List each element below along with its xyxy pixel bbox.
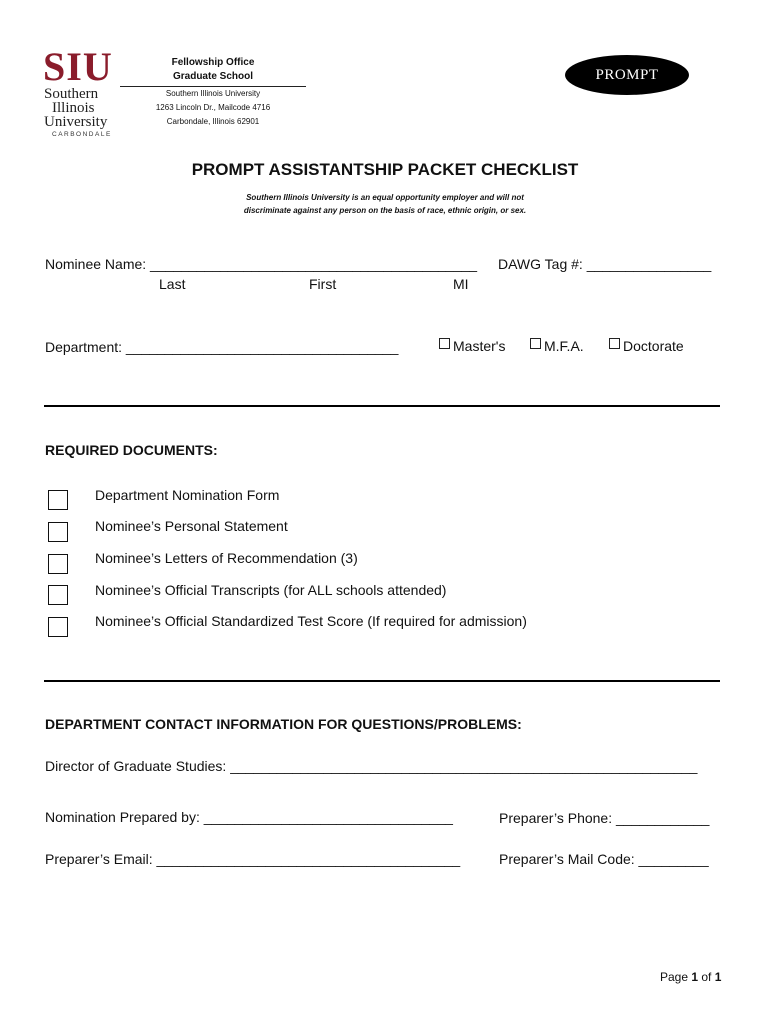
disclaimer-line-1: Southern Illinois University is an equal opportunity employer and will not (246, 193, 524, 202)
masters-checkbox[interactable] (439, 338, 450, 349)
mfa-label: M.F.A. (544, 338, 584, 354)
doc-checkbox-recommendations[interactable] (48, 554, 68, 574)
doc-checkbox-transcripts[interactable] (48, 585, 68, 605)
page-current: 1 (691, 970, 699, 984)
disclaimer-line-2: discriminate against any person on the basis of race, ethnic origin, or sex. (243, 206, 527, 215)
address-line-3: Carbondale, Illinois 62901 (166, 117, 260, 126)
preparer-email-field[interactable]: Preparer’s Email: _______________________________________ (45, 851, 461, 867)
doc-checkbox-test-score[interactable] (48, 617, 68, 637)
page-total: 1 (714, 970, 722, 984)
page-title: PROMPT ASSISTANTSHIP PACKET CHECKLIST (191, 160, 579, 179)
page-number (660, 970, 721, 984)
page-of: of (698, 970, 715, 984)
masters-option[interactable] (439, 338, 505, 354)
doc-label-test-score: Nominee’s Official Standardized Test Score (If required for admission) (95, 613, 527, 629)
address-line-2: 1263 Lincoln Dr., Mailcode 4716 (155, 103, 271, 112)
doc-checkbox-personal-statement[interactable] (48, 522, 68, 542)
logo-line-southern: Southern (44, 86, 99, 102)
first-name-caption: First (309, 276, 337, 292)
director-field[interactable]: Director of Graduate Studies: ____________________________________________________________ (45, 758, 698, 774)
required-documents-heading: REQUIRED DOCUMENTS: (45, 442, 218, 458)
logo-line-carbondale: CARBONDALE (52, 131, 112, 138)
doc-label-recommendations: Nominee’s Letters of Recommendation (3) (95, 550, 358, 566)
contact-heading: DEPARTMENT CONTACT INFORMATION FOR QUESTIONS/PROBLEMS: (45, 716, 522, 732)
prepared-by-field[interactable]: Nomination Prepared by: ________________________________ (45, 809, 453, 825)
doc-label-personal-statement: Nominee’s Personal Statement (95, 518, 288, 534)
doctorate-checkbox[interactable] (609, 338, 620, 349)
page-prefix: Page (660, 970, 692, 984)
nominee-name-field[interactable]: Nominee Name: __________________________________________ (45, 256, 478, 272)
office-block (120, 56, 306, 129)
doc-label-nomination-form: Department Nomination Form (95, 487, 280, 503)
siu-logo-abbr: SIU (43, 44, 113, 89)
logo-line-university: University (44, 114, 108, 130)
doc-label-transcripts: Nominee’s Official Transcripts (for ALL schools attended) (95, 582, 447, 598)
school-name: Graduate School (120, 70, 306, 87)
mfa-checkbox[interactable] (530, 338, 541, 349)
preparer-phone-field[interactable]: Preparer’s Phone: ____________ (499, 810, 710, 826)
middle-initial-caption: MI (453, 276, 469, 292)
logo-line-illinois: Illinois (52, 100, 95, 116)
preparer-mailcode-field[interactable]: Preparer’s Mail Code: _________ (499, 851, 709, 867)
doctorate-option[interactable] (609, 338, 684, 354)
divider (44, 405, 720, 407)
last-name-caption: Last (159, 276, 186, 292)
prompt-badge: PROMPT (565, 55, 689, 95)
divider (44, 680, 720, 682)
doctorate-label: Doctorate (623, 338, 684, 354)
doc-checkbox-nomination-form[interactable] (48, 490, 68, 510)
masters-label: Master's (453, 338, 506, 354)
mfa-option[interactable] (530, 338, 584, 354)
dawg-tag-field[interactable]: DAWG Tag #: ________________ (498, 256, 712, 272)
disclaimer (0, 191, 770, 217)
address-line-1: Southern Illinois University (165, 89, 261, 98)
office-name: Fellowship Office (171, 57, 255, 68)
department-field[interactable]: Department: ___________________________________ (45, 339, 399, 355)
